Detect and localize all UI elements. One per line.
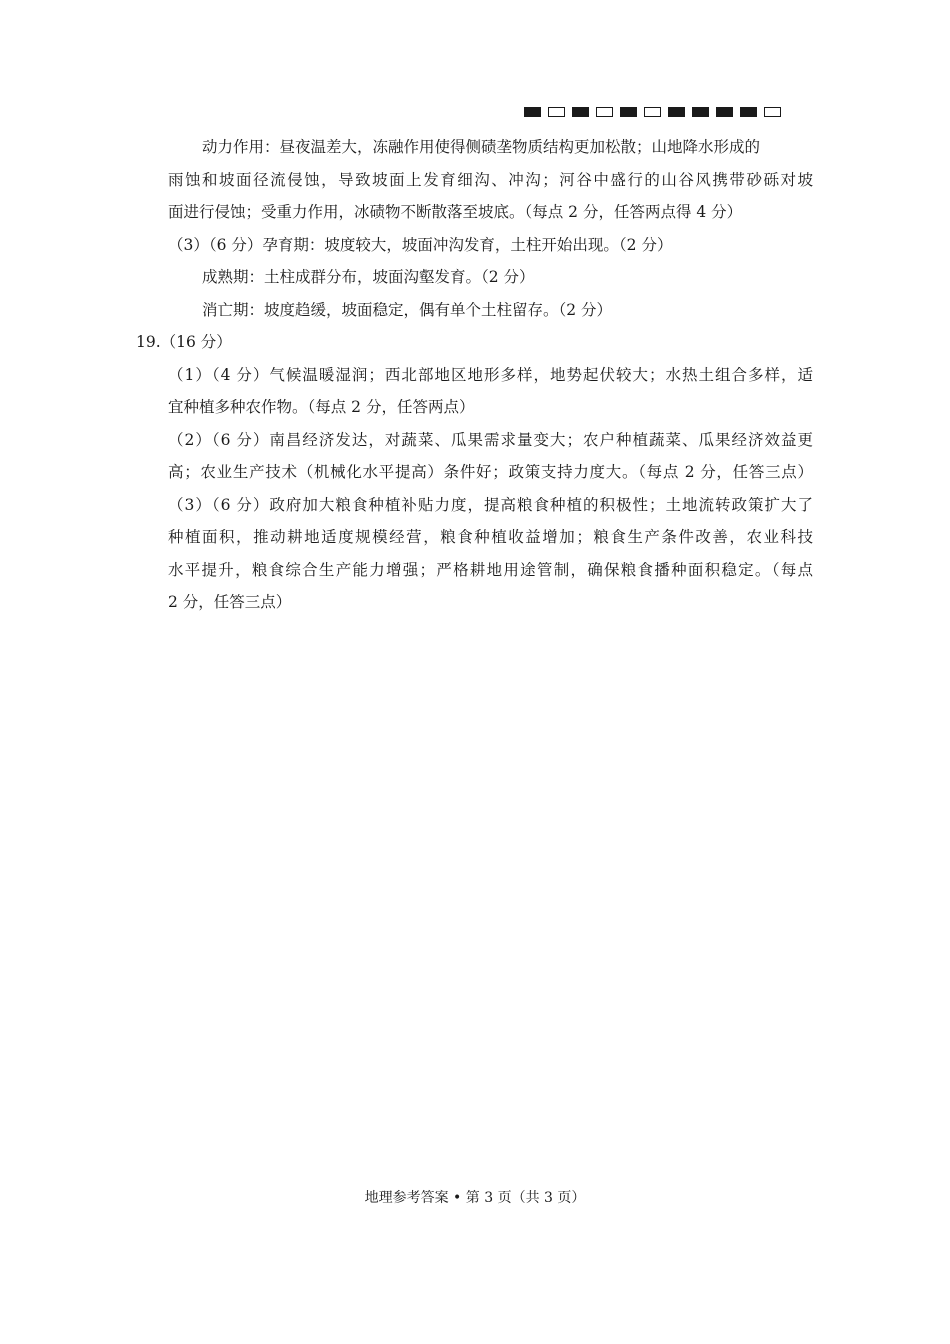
q18-3-mature-stage: 成熟期：土柱成群分布，坡面沟壑发育。（2 分）	[202, 268, 535, 286]
q19-heading: 19.（16 分）	[136, 333, 232, 351]
q18-3-decline-stage: 消亡期：坡度趋缓，坡面稳定，偶有单个土柱留存。（2 分）	[202, 300, 613, 319]
header-mark	[764, 107, 781, 117]
header-mark	[644, 107, 661, 117]
header-mark	[548, 107, 565, 117]
q18-2-dynamic-line-2: 雨蚀和坡面径流侵蚀，导致坡面上发育细沟、冲沟；河谷中盛行的山谷风携带砂砾对坡	[168, 170, 813, 189]
header-mark	[596, 107, 613, 117]
q19-2-line-2: 高；农业生产技术（机械化水平提高）条件好；政策支持力度大。（每点 2 分，任答三点）	[168, 463, 813, 481]
q18-2-dynamic-line-3: 面进行侵蚀；受重力作用，冰碛物不断散落至坡底。（每点 2 分，任答两点得 4 分）	[168, 203, 743, 221]
q18-3-answer: （3）（6 分）孕育期：坡度较大，坡面冲沟发育，土柱开始出现。（2 分）	[168, 235, 673, 254]
header-mark	[524, 107, 541, 117]
q19-3-line-1: （3）（6 分）政府加大粮食种植补贴力度，提高粮食种植的积极性；土地流转政策扩大了	[168, 495, 813, 514]
header-mark	[572, 107, 589, 117]
q19-3-line-3: 水平提升，粮食综合生产能力增强；严格耕地用途管制，确保粮食播种面积稳定。（每点	[168, 560, 813, 579]
q19-1-line-1: （1）（4 分）气候温暖湿润；西北部地区地形多样，地势起伏较大；水热土组合多样，适	[168, 365, 813, 384]
answer-content	[0, 131, 950, 619]
q19-3-line-4: 2 分，任答三点）	[168, 593, 292, 611]
header-mark	[620, 107, 637, 117]
q19-2-line-1: （2）（6 分）南昌经济发达，对蔬菜、瓜果需求量变大；农户种植蔬菜、瓜果经济效益更	[168, 430, 813, 449]
page-footer: 地理参考答案 • 第 3 页（共 3 页）	[364, 1190, 586, 1206]
header-marks	[524, 107, 781, 117]
header-mark	[692, 107, 709, 117]
header-mark	[668, 107, 685, 117]
header-mark	[716, 107, 733, 117]
q18-2-dynamic-line-1: 动力作用：昼夜温差大，冻融作用使得侧碛垄物质结构更加松散；山地降水形成的	[202, 138, 761, 156]
header-mark	[740, 107, 757, 117]
q19-3-line-2: 种植面积，推动耕地适度规模经营，粮食种植收益增加；粮食生产条件改善，农业科技	[168, 528, 813, 546]
q19-1-line-2: 宜种植多种农作物。（每点 2 分，任答两点）	[168, 398, 475, 416]
